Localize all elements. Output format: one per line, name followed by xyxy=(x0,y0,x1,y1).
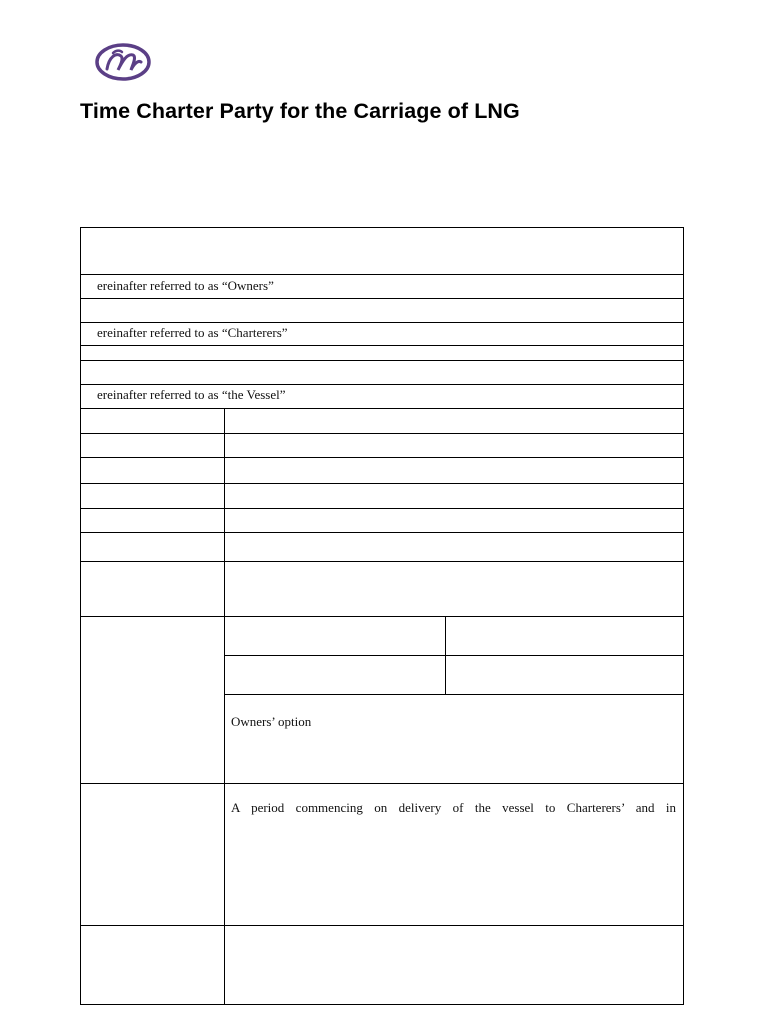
row-divider xyxy=(81,298,683,299)
charterers-reference-text: ereinafter referred to as “Charterers” xyxy=(97,325,288,340)
vessel-reference-text: ereinafter referred to as “the Vessel” xyxy=(97,387,286,402)
row-divider xyxy=(81,384,683,385)
company-logo xyxy=(94,42,152,82)
row-divider xyxy=(81,274,683,275)
column-divider xyxy=(445,616,446,694)
row-divider xyxy=(81,925,683,926)
row-divider xyxy=(81,322,683,323)
row-divider xyxy=(81,783,683,784)
row-divider xyxy=(81,616,683,617)
row-divider xyxy=(225,694,683,695)
row-divider xyxy=(81,433,683,434)
row-divider xyxy=(81,360,683,361)
document-title: Time Charter Party for the Carriage of LNG xyxy=(80,99,520,123)
row-divider xyxy=(81,345,683,346)
row-divider xyxy=(81,408,683,409)
owners-option-text: Owners’ option xyxy=(231,714,312,729)
period-clause-text: A period commencing on delivery of the vessel to Charterers’ and in xyxy=(231,800,676,815)
row-divider xyxy=(81,508,683,509)
column-divider xyxy=(224,408,225,1004)
owners-reference-text: ereinafter referred to as “Owners” xyxy=(97,278,274,293)
row-divider xyxy=(81,561,683,562)
row-divider xyxy=(225,655,683,656)
row-divider xyxy=(81,483,683,484)
row-divider xyxy=(81,532,683,533)
charter-form-table xyxy=(80,227,684,1005)
row-divider xyxy=(81,457,683,458)
